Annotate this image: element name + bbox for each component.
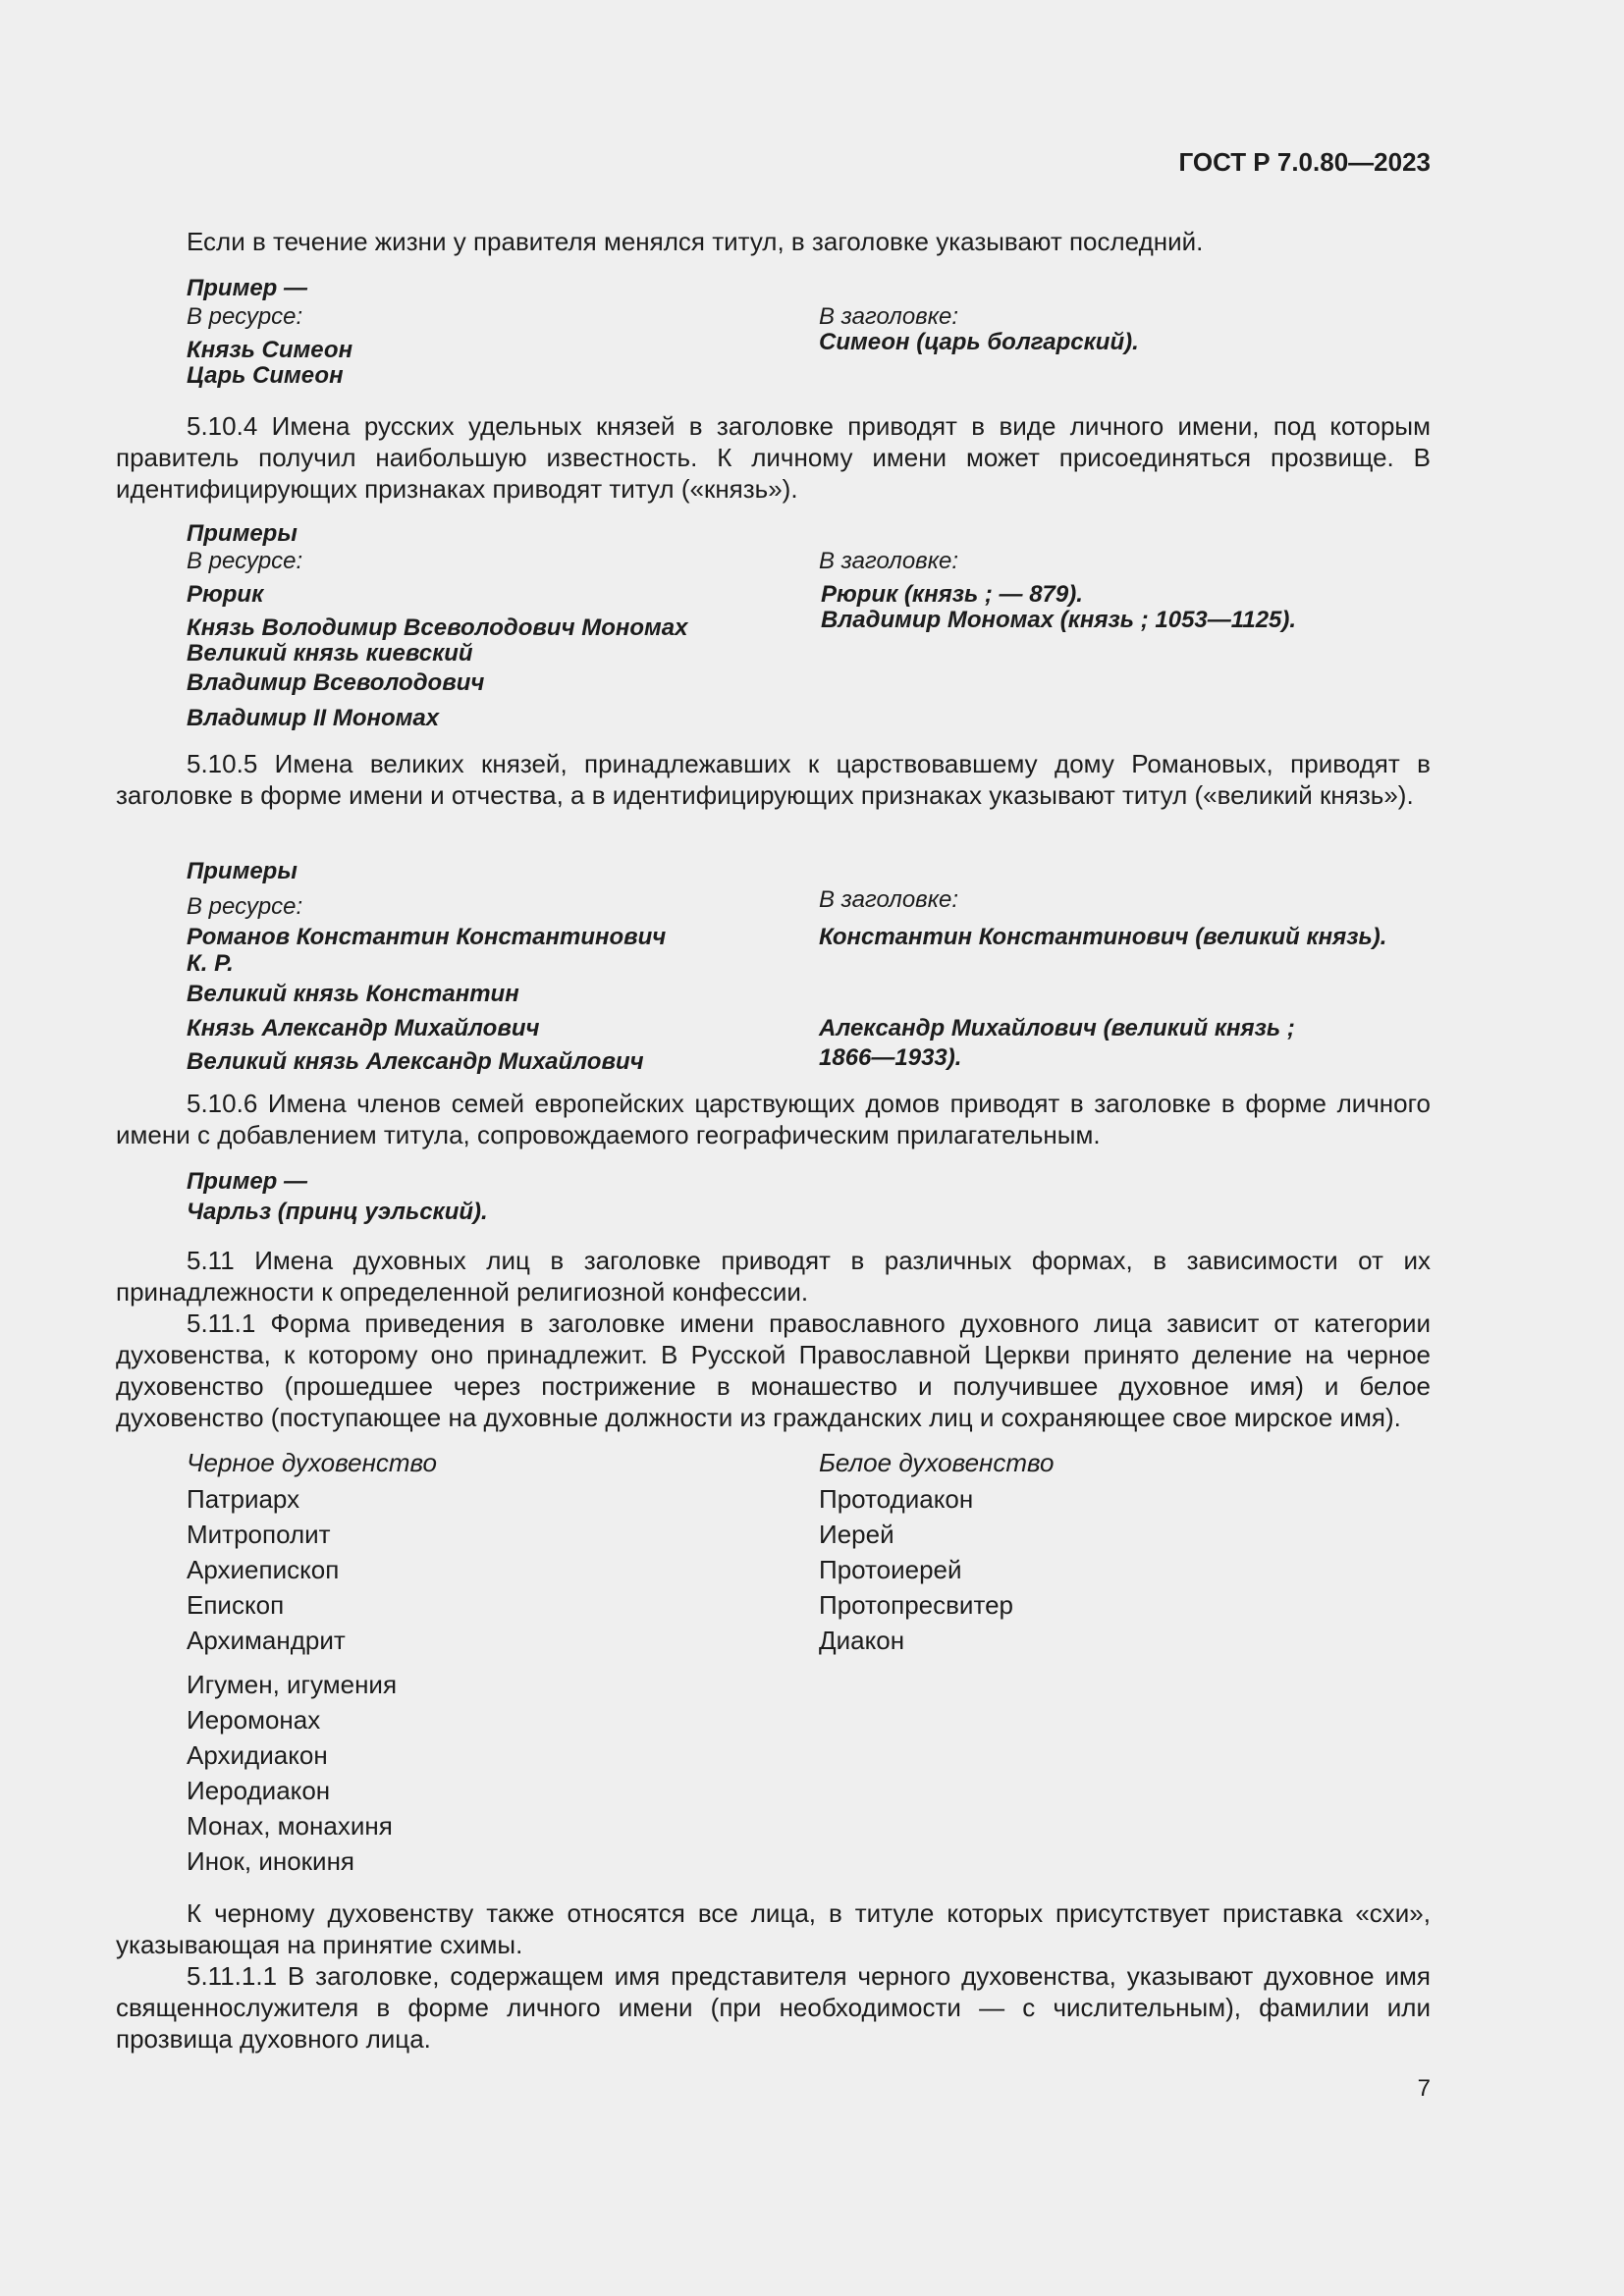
example-heading-item: Константин Константинович (великий князь). xyxy=(819,924,1387,950)
examples-label: Примеры xyxy=(187,520,298,547)
black-clergy-item: Епископ xyxy=(187,1590,285,1620)
paragraph-5-10-5: 5.10.5 Имена великих князей, принадлежавших к царствовавшему дому Романовых, приводят в заголовке в форме имени и отчества, а в идентифицирующих признаках указывают титул («великий князь»). xyxy=(116,749,1431,810)
black-clergy-item: Архиепископ xyxy=(187,1555,340,1584)
paragraph-5-11-1-1: 5.11.1.1 В заголовке, содержащем имя представителя черного духовенства, указывают духовное имя священнослужителя в форме личного имени (при необходимости — с числительным), фамилии или прозвища духовного лица. xyxy=(116,1961,1431,2054)
black-clergy-item: Иеромонах xyxy=(187,1705,321,1735)
white-clergy-item: Иерей xyxy=(819,1520,894,1549)
paragraph-title-change: Если в течение жизни у правителя менялся титул, в заголовке указывают последний. xyxy=(187,227,1204,256)
black-clergy-item: Монах, монахиня xyxy=(187,1811,393,1841)
black-clergy-item: Игумен, игумения xyxy=(187,1670,398,1699)
example-heading-item: Александр Михайлович (великий князь ; xyxy=(819,1015,1295,1041)
example-heading-item: 1866—1933). xyxy=(819,1044,962,1071)
example-resource-item: Царь Симеон xyxy=(187,362,344,389)
paragraph-schema: К черному духовенству также относятся все лица, в титуле которых присутствует приставка «схи», указывающая на принятие схимы. xyxy=(116,1898,1431,1959)
in-resource-label: В ресурсе: xyxy=(187,548,303,574)
example-label: Пример — xyxy=(187,1168,308,1195)
example-resource-item: Великий князь Константин xyxy=(187,981,519,1007)
example-resource-item: Владимир Всеволодович xyxy=(187,669,485,696)
white-clergy-item: Протодиакон xyxy=(819,1484,974,1514)
page-number: 7 xyxy=(1417,2075,1431,2102)
example-heading-item: Рюрик (князь ; — 879). xyxy=(821,581,1083,608)
black-clergy-item: Инок, инокиня xyxy=(187,1846,355,1876)
white-clergy-heading: Белое духовенство xyxy=(819,1448,1055,1477)
example-resource-item: Романов Константин Константинович xyxy=(187,924,667,950)
example-value: Чарльз (принц уэльский). xyxy=(187,1199,488,1225)
example-resource-item: Рюрик xyxy=(187,581,264,608)
paragraph-5-11-1: 5.11.1 Форма приведения в заголовке имени православного духовного лица зависит от категории духовенства, к которому оно принадлежит. В Русской Православной Церкви принято деление на черное духовенство (прошедшее через пострижение в монашество и получившее духовное имя) и белое духовенство (поступающее на духовные должности из гражданских лиц и сохраняющее свое мирское имя). xyxy=(116,1308,1431,1432)
black-clergy-item: Архимандрит xyxy=(187,1626,346,1655)
in-resource-label: В ресурсе: xyxy=(187,893,303,920)
black-clergy-item: Патриарх xyxy=(187,1484,300,1514)
black-clergy-item: Иеродиакон xyxy=(187,1776,331,1805)
black-clergy-item: Митрополит xyxy=(187,1520,331,1549)
example-heading-item: Симеон (царь болгарский). xyxy=(819,329,1139,355)
example-label: Пример — xyxy=(187,275,308,301)
in-heading-label: В заголовке: xyxy=(819,303,959,330)
white-clergy-item: Протопресвитер xyxy=(819,1590,1013,1620)
white-clergy-item: Протоиерей xyxy=(819,1555,962,1584)
example-resource-item: К. Р. xyxy=(187,950,234,977)
in-heading-label: В заголовке: xyxy=(819,548,959,574)
black-clergy-heading: Черное духовенство xyxy=(187,1448,438,1477)
document-header: ГОСТ Р 7.0.80—2023 xyxy=(1178,147,1431,177)
example-resource-item: Владимир II Мономах xyxy=(187,705,440,731)
in-resource-label: В ресурсе: xyxy=(187,303,303,330)
example-resource-item: Великий князь киевский xyxy=(187,640,473,667)
example-resource-item: Великий князь Александр Михайлович xyxy=(187,1048,644,1075)
paragraph-5-10-6: 5.10.6 Имена членов семей европейских царствующих домов приводят в заголовке в форме личного имени с добавлением титула, сопровождаемого географическим прилагательным. xyxy=(116,1089,1431,1149)
in-heading-label: В заголовке: xyxy=(819,886,959,913)
paragraph-5-10-4: 5.10.4 Имена русских удельных князей в заголовке приводят в виде личного имени, под которым правитель получил наибольшую известность. К личному имени может присоединяться прозвище. В идентифицирующих признаках приводят титул («князь»). xyxy=(116,411,1431,504)
black-clergy-item: Архидиакон xyxy=(187,1740,328,1770)
examples-label: Примеры xyxy=(187,858,298,884)
white-clergy-item: Диакон xyxy=(819,1626,905,1655)
example-resource-item: Князь Симеон xyxy=(187,337,353,363)
paragraph-5-11: 5.11 Имена духовных лиц в заголовке приводят в различных формах, в зависимости от их принадлежности к определенной религиозной конфессии. xyxy=(116,1246,1431,1307)
example-resource-item: Князь Александр Михайлович xyxy=(187,1015,540,1041)
example-resource-item: Князь Володимир Всеволодович Мономах xyxy=(187,614,688,641)
example-heading-item: Владимир Мономах (князь ; 1053—1125). xyxy=(821,607,1297,633)
